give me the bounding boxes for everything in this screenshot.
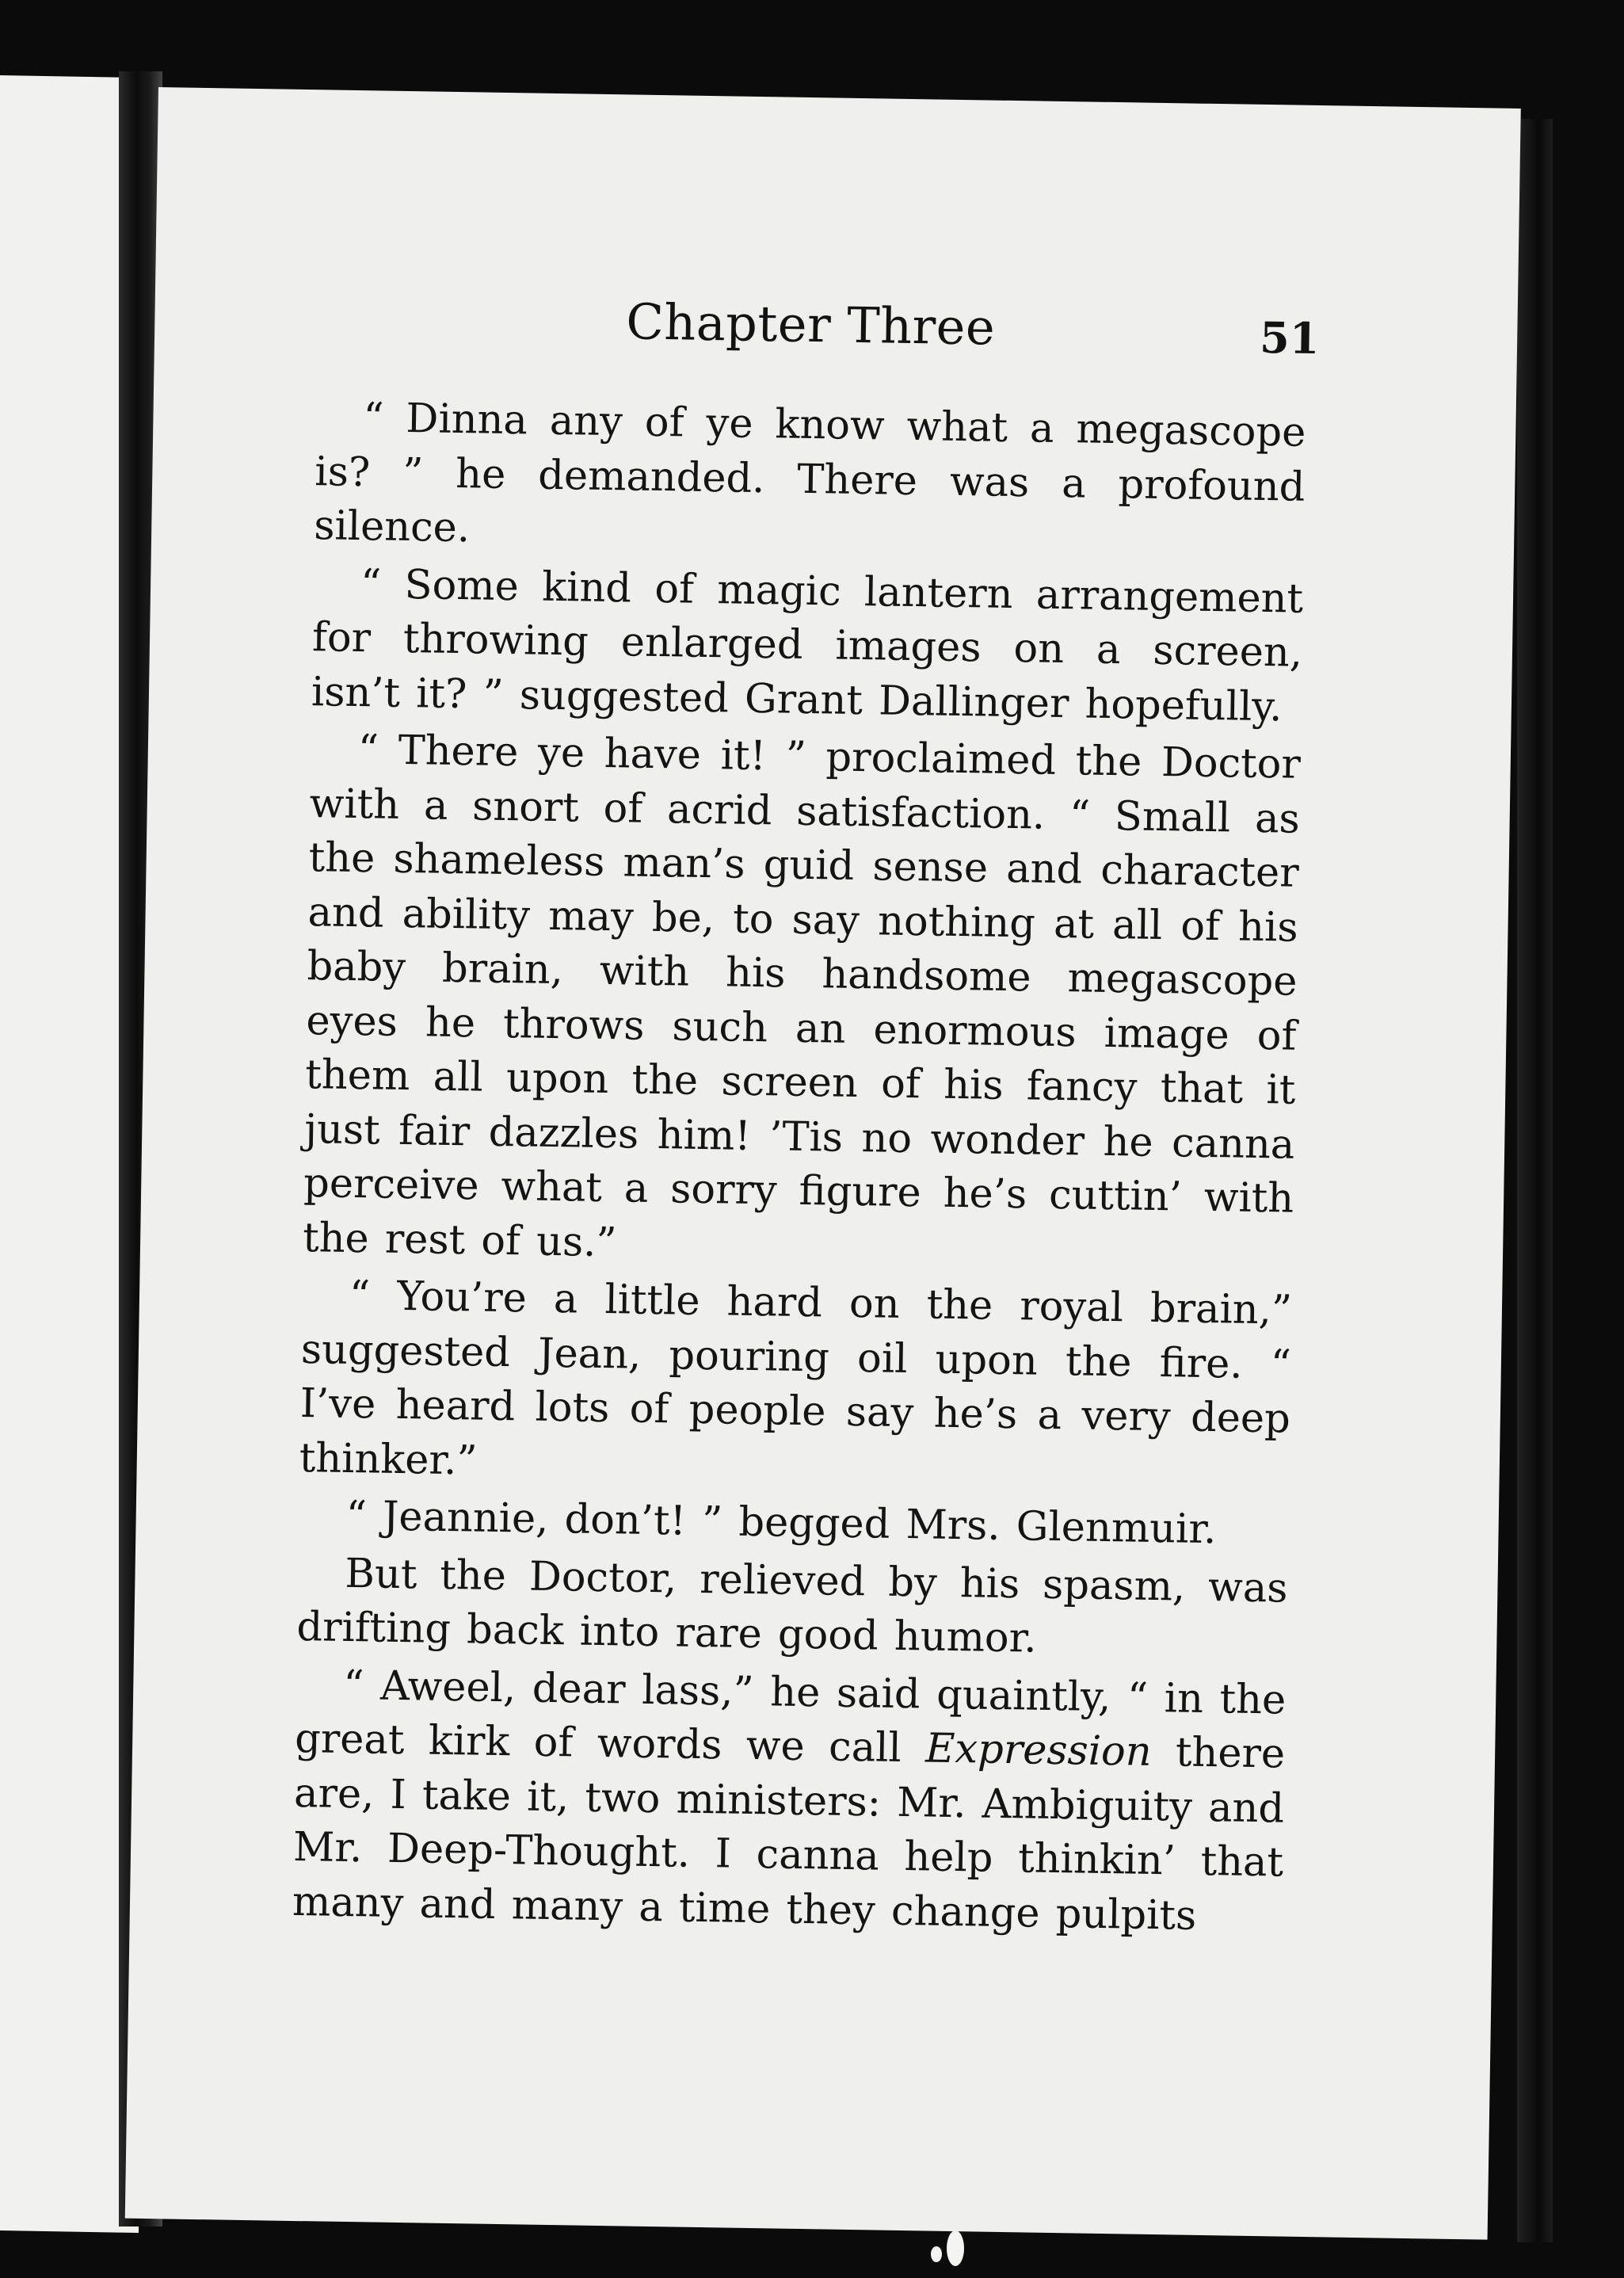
scan-speck <box>947 2230 964 2266</box>
text-run: there are, I take it, two ministers: Mr. Ambiguity and Mr. Deep-Thought. I canna help thinkin’ that many and many a time they change pulpits <box>292 1728 1286 1940</box>
text-run: “ There ye have it! ” proclaimed the Doctor with a snort of acrid satisfaction. “ Small as the shameless man’s guid sense and character and ability may be, to say nothing at all of his baby brain, with his handsome megascope eyes he throws such an enormous image of them all upon the screen of his fancy that it just fair dazzles him! ’Tis no wonder he canna perceive what a sorry figure he’s cuttin’ with the rest of us.” <box>302 727 1302 1266</box>
page-header <box>154 285 1518 402</box>
text-run: “ Jeannie, don’t! ” begged Mrs. Glenmuir. <box>345 1492 1217 1554</box>
previous-page-edge <box>0 75 139 2233</box>
italic-text-run: Expression <box>924 1725 1153 1776</box>
text-run: “ Aweel, dear lass,” he said quaintly, “ in the great kirk of words we call <box>294 1662 1287 1772</box>
paragraph <box>292 1658 1287 1944</box>
page-number: 51 <box>1259 311 1320 364</box>
book-page <box>125 87 1521 2240</box>
text-run: “ You’re a little hard on the royal brain,” suggested Jean, pouring oil upon the fire. “ I’ve heard lots of people say he’s a very deep thinker.” <box>299 1272 1293 1485</box>
paragraph <box>299 1269 1292 1501</box>
text-run: “ Some kind of magic lantern arrangement for throwing enlarged images on a screen, isn’t it? ” suggested Grant Dallinger hopefully. <box>311 560 1304 731</box>
body-text <box>292 391 1306 1948</box>
running-head: Chapter Three <box>625 292 996 357</box>
paragraph <box>314 391 1306 569</box>
paragraph <box>303 723 1302 1281</box>
text-run: “ Dinna any of ye know what a megascope is? ” he demanded. There was a profound silence. <box>313 395 1306 552</box>
paragraph <box>296 1546 1288 1670</box>
paragraph <box>311 557 1303 735</box>
scan-speck <box>931 2246 942 2262</box>
page-right-shadow <box>1517 119 1553 2242</box>
text-run: But the Doctor, relieved by his spasm, was drifting back into rare good humor. <box>296 1550 1288 1662</box>
